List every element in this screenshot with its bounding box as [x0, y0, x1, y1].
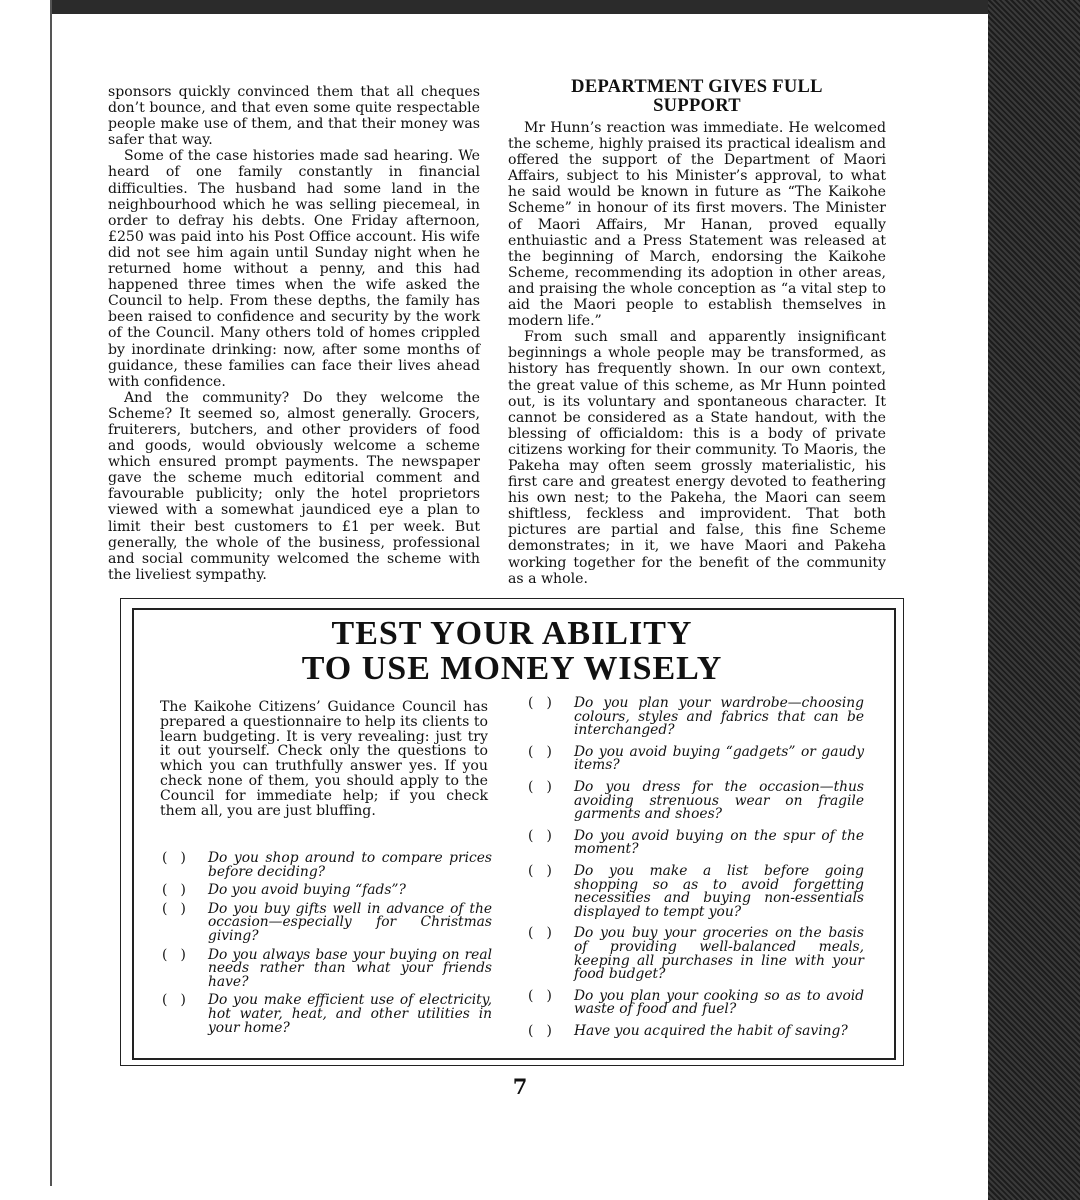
checkbox-parens[interactable]: ( ) — [528, 827, 552, 844]
checkbox-parens[interactable]: ( ) — [528, 743, 552, 760]
left-question-list — [162, 852, 492, 1040]
question-item — [528, 778, 864, 823]
scan-dark-border — [988, 0, 1080, 1200]
left-paragraph-1: sponsors quickly convinced them that all cheques don’t bounce, and that even some quite respectable people make use of them, and that their money was safer that way. — [108, 84, 480, 149]
question-text: Do you avoid buying “fads”? — [208, 882, 406, 899]
question-item — [528, 927, 864, 981]
question-item — [162, 852, 492, 879]
question-item — [162, 900, 492, 944]
question-item — [162, 994, 492, 1035]
quiz-title-line-2: TO USE MONEY WISELY — [301, 650, 723, 687]
question-item — [162, 884, 492, 898]
checkbox-parens[interactable]: ( ) — [528, 695, 552, 711]
question-item — [528, 743, 864, 774]
section-heading — [508, 78, 886, 116]
page-spine-line — [50, 0, 52, 1186]
question-item — [528, 827, 864, 858]
question-item — [528, 697, 864, 738]
checkbox-parens[interactable]: ( ) — [528, 987, 552, 1004]
left-article-column — [108, 84, 480, 583]
question-item — [528, 862, 864, 920]
checkbox-parens[interactable]: ( ) — [162, 850, 186, 866]
question-item — [528, 987, 864, 1018]
checkbox-parens[interactable]: ( ) — [528, 1022, 552, 1039]
checkbox-parens[interactable]: ( ) — [528, 862, 552, 879]
quiz-title — [132, 616, 892, 686]
question-text: Do you plan your wardrobe—choosing colours, styles and fabrics that can be interchanged? — [574, 695, 864, 739]
left-paragraph-3: And the community? Do they welcome the Scheme? It seemed so, almost generally. Grocers, fruiterers, butchers, and other providers of food and goods, would obviously welcome a scheme which ensured prompt payments. The newspaper gave the scheme much editorial comment and favourable publicity; only the hotel proprietors viewed with a somewhat jaundiced eye a plan to limit their best customers to £1 per week. But generally, the whole of the business, professional and social community welcomed the scheme with the liveliest sympathy. — [108, 389, 480, 583]
question-text: Do you make efficient use of electricity, hot water, heat, and other utilities in your home? — [208, 992, 492, 1036]
section-heading-line-2: SUPPORT — [653, 96, 741, 116]
question-text: Do you avoid buying “gadgets” or gaudy items? — [574, 743, 864, 774]
right-question-list — [528, 697, 864, 1046]
right-paragraph-2: From such small and apparently insignificant beginnings a whole people may be transformed, as history has frequently shown. In our own context, the great value of this scheme, as Mr Hunn pointed out, is its voluntary and spontaneous character. It cannot be considered as a State handout, with the blessing of officialdom: this is a body of private citizens working for their community. To Maoris, the Pakeha may often seem grossly materialistic, his first care and greatest energy devoted to feathering his own nest; to the Pakeha, the Maori can seem shiftless, feckless and improvident. That both pictures are partial and false, this fine Scheme demonstrates; in it, we have Maori and Pakeha working together for the benefit of the community as a whole. — [508, 329, 886, 587]
checkbox-parens[interactable]: ( ) — [528, 778, 552, 795]
question-text: Do you dress for the occasion—thus avoiding strenuous wear on fragile garments and shoes? — [574, 778, 864, 823]
quiz-intro: The Kaikohe Citizens’ Guidance Council has prepared a questionnaire to help its clients to learn budgeting. It is very revealing: just try it out yourself. Check only the questions to which you can truthfully answer yes. If you check none of them, you should apply to the Council for immediate help; if you check them all, you are just bluffing. — [160, 699, 488, 819]
right-paragraph-1: Mr Hunn’s reaction was immediate. He welcomed the scheme, highly praised its practical idealism and offered the support of the Department of Maori Affairs, subject to his Minister’s approval, to what he said would be known in future as “The Kaikohe Scheme” in honour of its first movers. The Minister of Maori Affairs, Mr Hanan, proved equally enthuiastic and a Press Statement was released at the beginning of March, endorsing the Kaikohe Scheme, recommending its adoption in other areas, and praising the whole conception as “a vital step to aid the Maori people to establish themselves in modern life.” — [508, 120, 886, 330]
question-text: Do you buy your groceries on the basis of providing well-balanced meals, keeping all purchases in line with your food budget? — [574, 925, 864, 983]
checkbox-parens[interactable]: ( ) — [528, 925, 552, 942]
question-text: Do you buy gifts well in advance of the occasion—especially for Christmas giving? — [208, 900, 492, 944]
question-text: Have you acquired the habit of saving? — [574, 1022, 848, 1039]
question-text: Do you avoid buying on the spur of the moment? — [574, 827, 864, 858]
page-number: 7 — [512, 1074, 528, 1099]
question-item — [162, 946, 492, 990]
question-text: Do you shop around to compare prices before deciding? — [208, 850, 492, 880]
question-text: Do you always base your buying on real needs rather than what your friends have? — [208, 946, 492, 990]
section-heading-line-1: DEPARTMENT GIVES FULL — [571, 77, 823, 97]
question-text: Do you make a list before going shopping so as to avoid forgetting necessities and buying non-essentials displayed to tempt you? — [574, 862, 864, 920]
checkbox-parens[interactable]: ( ) — [162, 992, 186, 1009]
checkbox-parens[interactable]: ( ) — [162, 900, 186, 917]
question-item — [528, 1022, 864, 1039]
right-article-column — [508, 78, 886, 587]
quiz-title-line-1: TEST YOUR ABILITY — [331, 615, 693, 652]
left-paragraph-2: Some of the case histories made sad hearing. We heard of one family constantly in financial difficulties. The husband had some land in the neighbourhood which he was selling piecemeal, in order to defray his debts. One Friday afternoon, £250 was paid into his Post Office account. His wife did not see him again until Sunday night when he returned home without a penny, and this had happened three times when the wife asked the Council to help. From these depths, the family has been raised to confidence and security by the work of the Council. Many others told of homes crippled by inordinate drinking: now, after some months of guidance, these families can face their lives ahead with confidence. — [108, 148, 480, 390]
question-text: Do you plan your cooking so as to avoid waste of food and fuel? — [574, 987, 864, 1018]
checkbox-parens[interactable]: ( ) — [162, 946, 186, 963]
checkbox-parens[interactable]: ( ) — [162, 882, 186, 899]
